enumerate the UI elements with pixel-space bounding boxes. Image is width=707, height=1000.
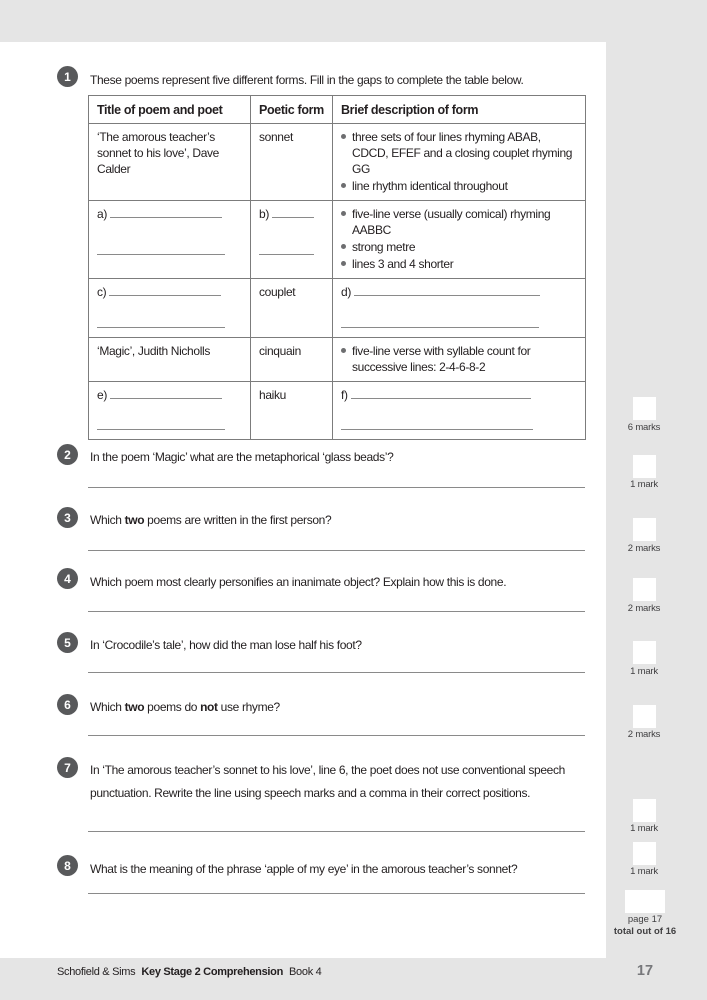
table-row-limerick <box>89 201 586 279</box>
question-6-answer-line <box>88 735 585 736</box>
table-row-couplet <box>89 279 586 338</box>
blank-b-label: b) <box>259 207 269 221</box>
question-2-answer-line <box>88 487 585 488</box>
question-1-badge: 1 <box>57 66 78 87</box>
mark-box-q2 <box>633 455 656 478</box>
blank-e-label: e) <box>97 388 107 402</box>
mark-box-q6 <box>633 705 656 728</box>
header-poetic-form: Poetic form <box>251 96 333 124</box>
question-7-text <box>90 759 574 804</box>
cell-blank-b <box>251 201 333 279</box>
blank-b-line-1 <box>272 207 314 218</box>
question-4-text <box>90 571 595 593</box>
bullet-text: three sets of four lines rhyming ABAB, CDCD, EFEF and a closing couplet rhyming GG <box>352 130 573 176</box>
question-text-segment: Which <box>90 513 125 527</box>
cell-sonnet-form: sonnet <box>251 124 333 201</box>
question-text-segment: In ‘Crocodile’s tale’, how did the man lose half his foot? <box>90 638 362 652</box>
cell-haiku-form: haiku <box>251 382 333 440</box>
question-3-badge: 3 <box>57 507 78 528</box>
table-row-cinquain <box>89 338 586 382</box>
blank-e-line-2 <box>97 419 225 430</box>
mark-label-q2: 1 mark <box>630 479 658 490</box>
question-text-segment: Which <box>90 700 125 714</box>
total-page-label: page 17 <box>627 914 663 925</box>
bullet-item <box>341 239 577 255</box>
mark-box-q4 <box>633 578 656 601</box>
bullet-icon <box>341 183 346 188</box>
footer-book: Book 4 <box>289 966 322 978</box>
blank-d-line-2 <box>341 317 539 328</box>
cell-blank-d <box>333 279 586 338</box>
blank-a-line-2 <box>97 244 225 255</box>
blank-d-line-1 <box>354 285 540 296</box>
bullet-item <box>341 256 577 272</box>
question-7-badge: 7 <box>57 757 78 778</box>
question-text-segment-bold: not <box>200 700 218 714</box>
cell-blank-a <box>89 201 251 279</box>
mark-label-q8: 1 mark <box>630 866 658 877</box>
total-marks-box <box>625 890 665 913</box>
blank-a-line-1 <box>110 207 222 218</box>
bullet-text: five-line verse (usually comical) rhyming AABBC <box>352 207 551 237</box>
question-5-text <box>90 634 595 656</box>
bullet-text: line rhythm identical throughout <box>352 179 508 193</box>
bullet-item <box>341 343 577 375</box>
bullet-icon <box>341 244 346 249</box>
question-1-prompt: These poems represent five different forms. Fill in the gaps to complete the table below. <box>90 73 524 87</box>
question-text-segment: What is the meaning of the phrase ‘apple of my eye’ in the amorous teacher’s sonnet? <box>90 862 518 876</box>
question-8-badge: 8 <box>57 855 78 876</box>
poetic-forms-table <box>88 95 586 440</box>
header-title-of-poem: Title of poem and poet <box>89 96 251 124</box>
cell-cinquain-form: cinquain <box>251 338 333 382</box>
mark-label-q5: 1 mark <box>630 666 658 677</box>
cell-limerick-description <box>333 201 586 279</box>
header-brief-description: Brief description of form <box>333 96 586 124</box>
cell-couplet-form: couplet <box>251 279 333 338</box>
mark-box-q3 <box>633 518 656 541</box>
footer-publisher: Schofield & Sims <box>57 966 136 978</box>
question-text-segment: poems are written in the first person? <box>144 513 332 527</box>
question-text-segment: use rhyme? <box>217 700 280 714</box>
question-3-text <box>90 509 595 531</box>
question-text-segment: In the poem ‘Magic’ what are the metaphorical ‘glass beads’? <box>90 450 394 464</box>
blank-c-line-1 <box>109 285 221 296</box>
cell-sonnet-description <box>333 124 586 201</box>
footer-series: Key Stage 2 Comprehension <box>141 966 284 978</box>
table-row-haiku <box>89 382 586 440</box>
blank-f-line-2 <box>341 419 533 430</box>
question-text-segment: Which poem most clearly personifies an inanimate object? Explain how this is done. <box>90 575 507 589</box>
bullet-item <box>341 206 577 238</box>
question-2-text <box>90 446 595 468</box>
bullet-icon <box>341 134 346 139</box>
blank-b-line-2 <box>259 244 314 255</box>
bullet-item <box>341 178 577 194</box>
mark-box-q8 <box>633 842 656 865</box>
blank-d-label: d) <box>341 285 351 299</box>
cell-sonnet-title: ‘The amorous teacher’s sonnet to his love’, Dave Calder <box>89 124 251 201</box>
blank-f-line-1 <box>351 388 531 399</box>
mark-label-q4: 2 marks <box>627 603 661 614</box>
question-text-segment-bold: two <box>124 700 145 714</box>
question-4-badge: 4 <box>57 568 78 589</box>
blank-f-label: f) <box>341 388 348 402</box>
bullet-text: lines 3 and 4 shorter <box>352 257 454 271</box>
table-header-row <box>89 96 586 124</box>
mark-label-q3: 2 marks <box>627 543 661 554</box>
page-number: 17 <box>636 963 654 979</box>
cell-blank-c <box>89 279 251 338</box>
question-6-badge: 6 <box>57 694 78 715</box>
bullet-text: strong metre <box>352 240 416 254</box>
cell-blank-e <box>89 382 251 440</box>
question-8-text <box>90 858 595 880</box>
question-text-segment: poems do <box>144 700 201 714</box>
mark-label-q1: 6 marks <box>627 422 661 433</box>
blank-c-line-2 <box>97 317 225 328</box>
mark-label-q6: 2 marks <box>627 729 661 740</box>
question-7-answer-line <box>88 831 585 832</box>
bullet-text: five-line verse with syllable count for successive lines: 2-4-6-8-2 <box>352 344 531 374</box>
mark-label-q7: 1 mark <box>630 823 658 834</box>
cell-blank-f <box>333 382 586 440</box>
bullet-item <box>341 129 577 177</box>
bullet-icon <box>341 261 346 266</box>
mark-box-q5 <box>633 641 656 664</box>
question-2-badge: 2 <box>57 444 78 465</box>
blank-a-label: a) <box>97 207 107 221</box>
question-3-answer-line <box>88 550 585 551</box>
bullet-icon <box>341 348 346 353</box>
cell-cinquain-description <box>333 338 586 382</box>
worksheet-page <box>0 42 606 958</box>
question-text-segment: In ‘The amorous teacher’s sonnet to his love’, line 6, the poet does not use conventional speech punctuation. Rewrite the line using speech marks and a comma in their correct positions. <box>90 763 565 800</box>
question-5-answer-line <box>88 672 585 673</box>
total-out-of-label: total out of 16 <box>613 926 677 937</box>
bullet-icon <box>341 211 346 216</box>
table-row-sonnet <box>89 124 586 201</box>
footer <box>57 966 321 978</box>
mark-box-q1 <box>633 397 656 420</box>
question-4-answer-line <box>88 611 585 612</box>
mark-box-q7 <box>633 799 656 822</box>
question-text-segment-bold: two <box>124 513 145 527</box>
question-8-answer-line <box>88 893 585 894</box>
blank-e-line-1 <box>110 388 222 399</box>
question-6-text <box>90 696 595 718</box>
cell-cinquain-title: ‘Magic’, Judith Nicholls <box>89 338 251 382</box>
question-5-badge: 5 <box>57 632 78 653</box>
blank-c-label: c) <box>97 285 107 299</box>
